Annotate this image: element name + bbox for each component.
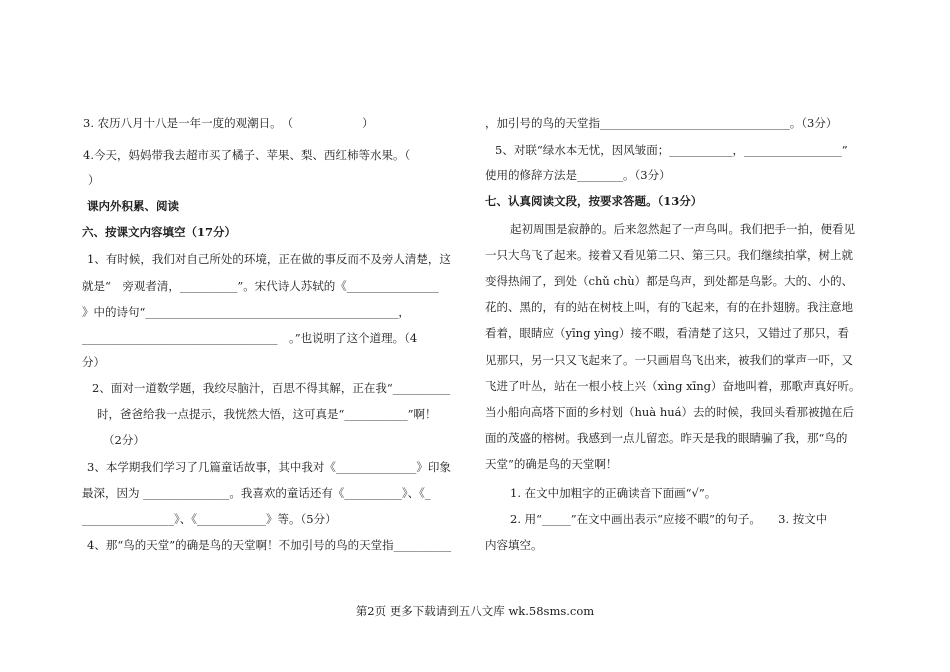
p4-line1: 4、那“鸟的天堂”的确是鸟的天堂啊！不加引号的鸟的天堂指__________ xyxy=(87,538,452,552)
p3-line3: ________________》、《____________》等。（5分） xyxy=(82,512,337,526)
page-footer: 第2页 更多下载请到五八文库 wk.58sms.com xyxy=(355,604,595,618)
p2-line2: 时，爸爸给我一点提示，我恍然大悟，这可真是“___________”啊！ xyxy=(97,407,437,421)
p2-line1: 2、面对一道数学题，我绞尽脑汁，百思不得其解，正在我“__________ xyxy=(92,381,451,395)
passage-line: 变得热闹了，到处（chǔ chù）都是鸟声，到处都是鸟影。大的、小的、 xyxy=(485,274,854,288)
r-line1: ，加引号的鸟的天堂指_________________________________。（3分） xyxy=(485,116,838,130)
p3-line1: 3、本学期我们学习了几篇童话故事，其中我对《______________》印象 xyxy=(87,460,451,474)
question-2-line1: 2. 用“_____”在文中画出表示“应接不暇”的句子。 3. 按文中 xyxy=(510,512,828,526)
question-4-line1: 4.今天，妈妈带我去超市买了橘子、苹果、梨、西红柿等水果。（ xyxy=(83,148,411,162)
p1-line5: 分） xyxy=(82,355,105,369)
p1-line1: 1、有时候，我们对自己所处的环境，正在做的事反而不及旁人清楚，这 xyxy=(87,252,451,266)
passage-line: 飞进了叶丛，站在一根小枝上兴（xìng xīng）奋地叫着，那歌声真好听。 xyxy=(485,379,861,393)
p3-line2: 最深，因为 _______________。我喜欢的童话还有《__________》、《_ xyxy=(82,486,431,500)
passage-line: 见那只，另一只又飞起来了。一只画眉鸟飞出来，被我们的掌声一吓，又 xyxy=(485,353,853,367)
passage-line: 天堂”的确是鸟的天堂啊！ xyxy=(485,457,618,471)
passage-line: 起初周围是寂静的。后来忽然起了一声鸟叫。我们把手一拍，便看见 xyxy=(510,222,855,236)
r-line3: 使用的修辞方法是________。（3分） xyxy=(485,168,671,182)
p1-line3: 》中的诗句“____________________________________________， xyxy=(82,305,410,319)
r-line2: 5、对联“绿水本无忧，因风皱面；___________，_________________” xyxy=(495,143,848,157)
passage-line: 看着，眼睛应（yīng yìng）接不暇，看清楚了这只，又错过了那只，看 xyxy=(485,326,850,340)
p1-line4: __________________________________ 。”也说明了这个道理。（4 xyxy=(82,331,418,345)
passage-line: 面的茂盛的榕树。我感到一点儿留恋。昨天是我的眼睛骗了我，那“鸟的 xyxy=(485,431,848,445)
question-2-line2: 内容填空。 xyxy=(485,538,543,552)
section-title: 课内外积累、阅读 xyxy=(87,199,179,213)
part7-title: 七、认真阅读文段，按要求答题。（13分） xyxy=(485,194,703,208)
passage-line: 一只大鸟飞了起来。接着又看见第二只、第三只。我们继续拍掌，树上就 xyxy=(485,248,853,262)
part6-title: 六、按课文内容填空（17分） xyxy=(82,225,237,239)
p2-line3: （2分） xyxy=(103,433,145,447)
question-3: 3. 农历八月十八是一年一度的观潮日。 （ ） xyxy=(83,116,374,130)
p1-line2: 就是“ 旁观者清，__________”。宋代诗人苏轼的《________________ xyxy=(82,279,439,293)
passage-line: 花的、黑的，有的站在树枝上叫，有的飞起来，有的在扑翅膀。我注意地 xyxy=(485,300,853,314)
passage-line: 当小船向高塔下面的乡村划（huà huá）去的时候，我回头看那被抛在后 xyxy=(485,405,854,419)
question-4-line2: ） xyxy=(88,173,100,187)
question-1: 1. 在文中加粗字的正确读音下面画“√”。 xyxy=(510,486,717,500)
